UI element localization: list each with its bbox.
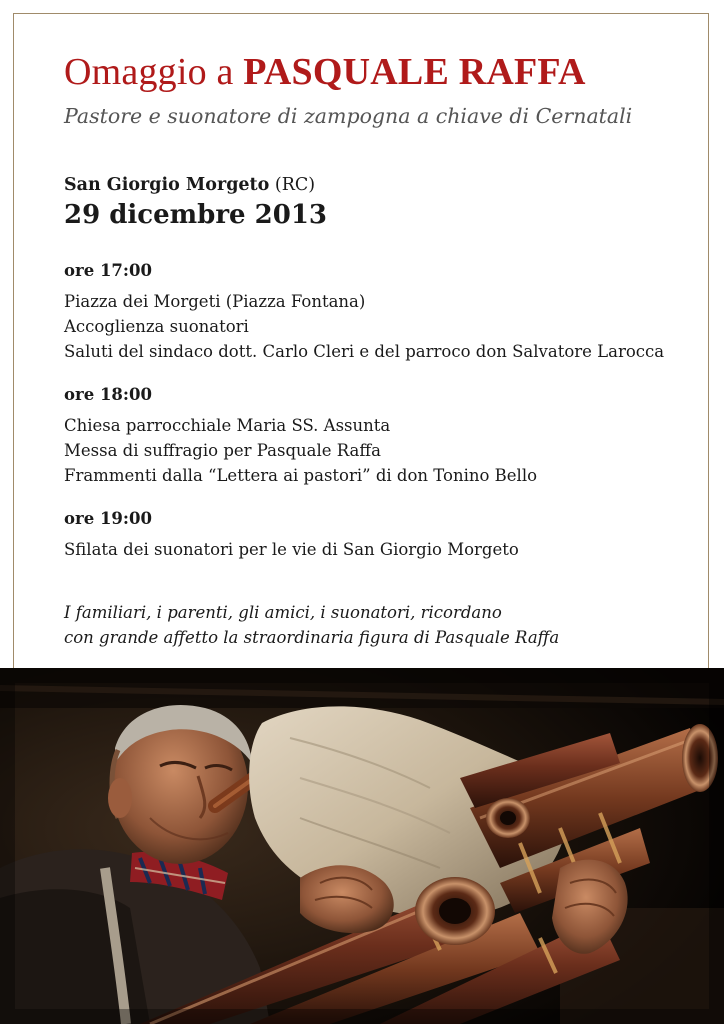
schedule-item-1700 — [64, 261, 664, 364]
schedule-line: Sfilata dei suonatori per le vie di San Giorgio Morgeto — [64, 540, 519, 559]
event-date: 29 dicembre 2013 — [64, 200, 328, 230]
schedule-time: ore 18:00 — [64, 385, 152, 404]
schedule-line: Frammenti dalla “Lettera ai pastori” di don Tonino Bello — [64, 466, 538, 485]
subtitle: Pastore e suonatore di zampogna a chiave di Cernatali — [64, 104, 633, 128]
schedule-item-1900 — [64, 509, 519, 562]
schedule-item-1800 — [64, 385, 537, 488]
schedule-line: Piazza dei Morgeti (Piazza Fontana) — [64, 292, 366, 311]
event-city: San Giorgio Morgeto — [64, 175, 270, 195]
title-name: PASQUALE RAFFA — [243, 51, 586, 93]
schedule-line: Chiesa parrocchiale Maria SS. Assunta — [64, 416, 391, 435]
schedule-time: ore 19:00 — [64, 509, 152, 528]
schedule-time: ore 17:00 — [64, 261, 152, 280]
photo-illustration — [0, 668, 724, 1024]
page-title — [64, 50, 586, 94]
event-province: (RC) — [274, 175, 316, 195]
closing-line: con grande affetto la straordinaria figura di Pasquale Raffa — [64, 628, 560, 647]
title-prefix: Omaggio a — [64, 51, 234, 93]
closing-line: I familiari, i parenti, gli amici, i suonatori, ricordano — [64, 603, 502, 622]
schedule-line: Accoglienza suonatori — [64, 317, 249, 336]
schedule-line: Messa di suffragio per Pasquale Raffa — [64, 441, 381, 460]
schedule-line: Saluti del sindaco dott. Carlo Cleri e del parroco don Salvatore Larocca — [64, 342, 665, 361]
zampogna-player-photo — [0, 668, 724, 1024]
closing-note — [64, 600, 559, 650]
event-place — [64, 175, 315, 195]
